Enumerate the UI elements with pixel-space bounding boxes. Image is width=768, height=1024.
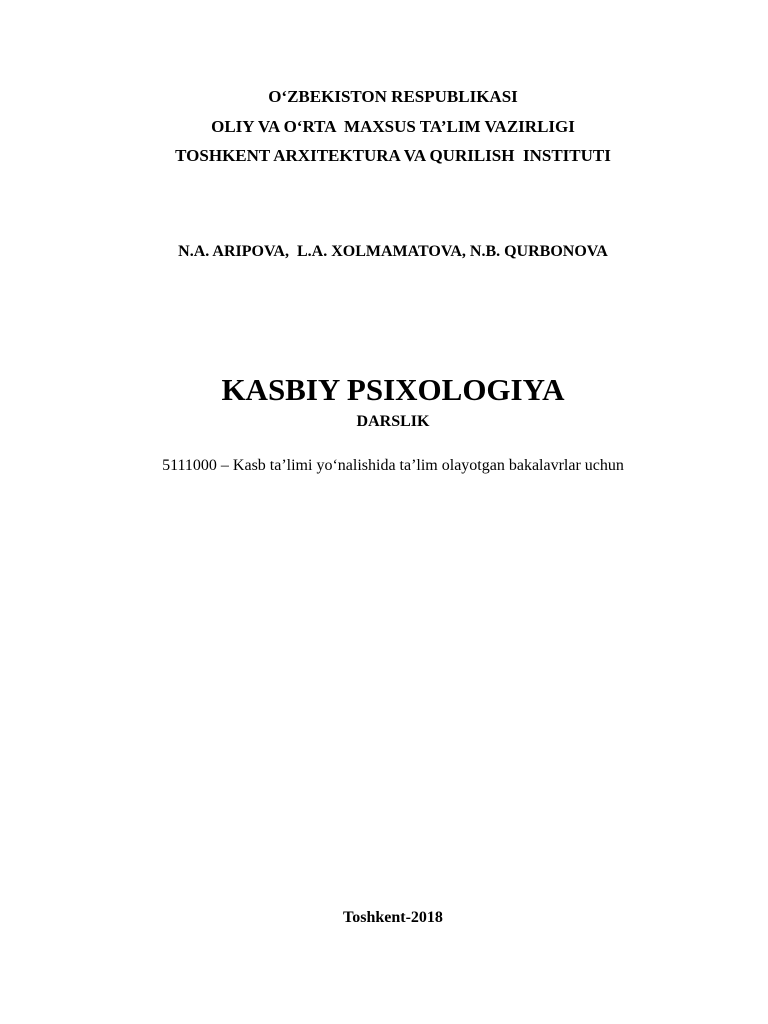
book-subtitle: 5111000 – Kasb ta’limi yo‘nalishida ta’lim olayotgan bakalavrlar uchun (162, 457, 624, 474)
authors: N.A. ARIPOVA, L.A. XOLMAMATOVA, N.B. QURBONOVA (178, 243, 608, 260)
institute-name: TOSHKENT ARXITEKTURA VA QURILISH INSTITUTI (175, 146, 611, 165)
book-title: KASBIY PSIXOLOGIYA (221, 372, 565, 407)
country-name: O‘ZBEKISTON RESPUBLIKASI (268, 87, 518, 106)
city-year: Toshkent-2018 (343, 909, 443, 926)
ministry-name: OLIY VA O‘RTA MAXSUS TA’LIM VAZIRLIGI (211, 117, 575, 136)
book-type: DARSLIK (356, 413, 430, 430)
